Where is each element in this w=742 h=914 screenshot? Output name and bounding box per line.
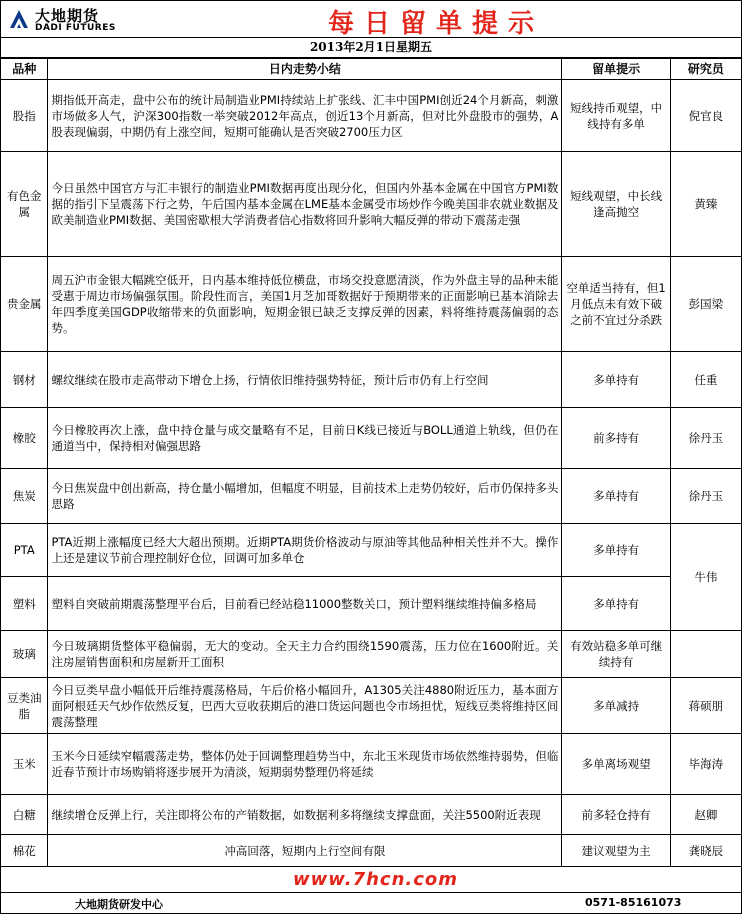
variety-cell: 股指: [1, 80, 48, 152]
tip-cell: 多单持有: [562, 352, 670, 408]
summary-cell: 今日虽然中国官方与汇丰银行的制造业PMI数据再度出现分化，但国内外基本金属在中国官方PMI数据的指引下呈震荡下行之势，午后国内基本金属在LME基本金属受市场炒作今晚美国非农就业数据及欧美制造业PMI数据、美国密歇根大学消费者信心指数将回升影响大幅反弹的带动下震荡走强: [48, 152, 562, 257]
table-row: [1, 795, 741, 835]
analyst-cell: 倪官良: [670, 80, 741, 152]
summary-cell: PTA近期上涨幅度已经大大超出预期。近期PTA期货价格波动与原油等其他品种相关性并不大。操作上还是建议节前合理控制好仓位，回调可加多单仓: [48, 524, 562, 577]
col-header-analyst: 研究员: [670, 59, 741, 80]
variety-cell: PTA: [1, 524, 48, 577]
tip-cell: 短线持币观望，中线持有多单: [562, 80, 670, 152]
table-row: [1, 469, 741, 524]
tip-cell: 多单减持: [562, 678, 670, 734]
analyst-cell: 黄臻: [670, 152, 741, 257]
analyst-cell: 徐丹玉: [670, 469, 741, 524]
table-row: [1, 524, 741, 577]
summary-cell: 冲高回落，短期内上行空间有限: [48, 835, 562, 867]
col-header-tip: 留单提示: [562, 59, 670, 80]
col-header-summary: 日内走势小结: [48, 59, 562, 80]
table-row: [1, 577, 741, 631]
tip-cell: 多单离场观望: [562, 734, 670, 795]
table-row: [1, 152, 741, 257]
analyst-cell: 龚晓辰: [670, 835, 741, 867]
tip-cell: 有效站稳多单可继续持有: [562, 631, 670, 678]
col-header-variety: 品种: [1, 59, 48, 80]
table-row: [1, 257, 741, 352]
analyst-cell: 毕海涛: [670, 734, 741, 795]
tip-cell: 多单持有: [562, 524, 670, 577]
variety-cell: 有色金属: [1, 152, 48, 257]
table-row: [1, 835, 741, 867]
tip-cell: 建议观望为主: [562, 835, 670, 867]
tip-cell: 前多持有: [562, 408, 670, 469]
summary-cell: 今日豆类早盘小幅低开后维持震荡格局，午后价格小幅回升，A1305关注4880附近压力，基本面方面阿根廷天气炒作依然反复，巴西大豆收获期后的港口货运问题也令市场担忧，短线豆类将维持区间震荡整理: [48, 678, 562, 734]
table-row: [1, 408, 741, 469]
summary-cell: 玉米今日延续窄幅震荡走势，整体仍处于回调整理趋势当中，东北玉米现货市场依然维持弱势，但临近春节预计市场购销将逐步展开为清淡，短期弱势整理仍将延续: [48, 734, 562, 795]
footer-phone: 0571-85161073: [585, 896, 682, 909]
report-date: 2013年2月1日星期五: [1, 38, 741, 58]
table-row: [1, 734, 741, 795]
analyst-cell: 蒋硕朋: [670, 678, 741, 734]
summary-cell: 期指低开高走，盘中公布的统计局制造业PMI持续站上扩张线、汇丰中国PMI创近24个月新高，刺激市场做多人气，沪深300指数一举突破2012年高点，创近13个月新高，但对比外盘股市的强势，A股表现偏弱，中期仍有上涨空间，短期可能确认是否突破2700压力区: [48, 80, 562, 152]
summary-cell: 今日焦炭盘中创出新高，持仓量小幅增加，但幅度不明显，目前技术上走势仍较好，后市仍保持多头思路: [48, 469, 562, 524]
variety-cell: 玻璃: [1, 631, 48, 678]
table-row: [1, 631, 741, 678]
page-title: 每日留单提示: [327, 9, 544, 39]
summary-cell: 螺纹继续在股市走高带动下增仓上扬，行情依旧维持强势特征，预计后市仍有上行空间: [48, 352, 562, 408]
report-header: [1, 1, 741, 38]
logo-cn-text: 大地期货: [35, 7, 100, 25]
dadi-logo-icon: [7, 7, 31, 31]
tip-cell: 多单持有: [562, 577, 670, 631]
footer-org: 大地期货研发中心: [75, 898, 163, 911]
variety-cell: 钢材: [1, 352, 48, 408]
tip-cell: 多单持有: [562, 469, 670, 524]
variety-cell: 橡胶: [1, 408, 48, 469]
variety-cell: 棉花: [1, 835, 48, 867]
analyst-cell: 牛伟: [670, 524, 741, 631]
tip-cell: 前多轻仓持有: [562, 795, 670, 835]
summary-cell: 周五沪市金银大幅跳空低开，日内基本维持低位横盘，市场交投意愿清淡，作为外盘主导的品种未能受惠于周边市场偏强氛围。阶段性而言，美国1月芝加哥数据好于预期带来的正面影响已基本消除去年四季度美国GDP收缩带来的负面影响，短期金银已缺乏支撑反弹的因素，料将维持震荡偏弱的态势。: [48, 257, 562, 352]
company-logo: [7, 5, 127, 35]
watermark: www.7hcn.com: [293, 869, 459, 890]
variety-cell: 玉米: [1, 734, 48, 795]
summary-cell: 塑料自突破前期震荡整理平台后，目前看已经站稳11000整数关口，预计塑料继续维持偏多格局: [48, 577, 562, 631]
summary-cell: 今日玻璃期货整体平稳偏弱，无大的变动。全天主力合约围绕1590震荡，压力位在1600附近。关注房屋销售面积和房屋新开工面积: [48, 631, 562, 678]
analyst-cell: 徐丹玉: [670, 408, 741, 469]
variety-cell: 贵金属: [1, 257, 48, 352]
variety-cell: 塑料: [1, 577, 48, 631]
table-header-row: [1, 59, 741, 80]
table-row: [1, 352, 741, 408]
tip-cell: 空单适当持有，但1月低点未有效下破之前不宜过分杀跌: [562, 257, 670, 352]
table-row: [1, 678, 741, 734]
logo-en-text: DADI FUTURES: [35, 23, 116, 33]
variety-cell: 焦炭: [1, 469, 48, 524]
analyst-cell: [670, 631, 741, 678]
tip-cell: 短线观望，中长线逢高抛空: [562, 152, 670, 257]
variety-cell: 豆类油脂: [1, 678, 48, 734]
summary-cell: 今日橡胶再次上涨，盘中持仓量与成交量略有不足，目前日K线已接近与BOLL通道上轨线，但仍在通道当中，保持相对偏强思路: [48, 408, 562, 469]
analyst-cell: 赵卿: [670, 795, 741, 835]
summary-cell: 继续增仓反弹上行，关注即将公布的产销数据，如数据利多将继续支撑盘面，关注5500附近表现: [48, 795, 562, 835]
table-row: [1, 80, 741, 152]
analyst-cell: 任重: [670, 352, 741, 408]
report-footer: [1, 892, 741, 913]
variety-cell: 白糖: [1, 795, 48, 835]
analyst-cell: 彭国梁: [670, 257, 741, 352]
daily-tips-table: [1, 58, 741, 867]
